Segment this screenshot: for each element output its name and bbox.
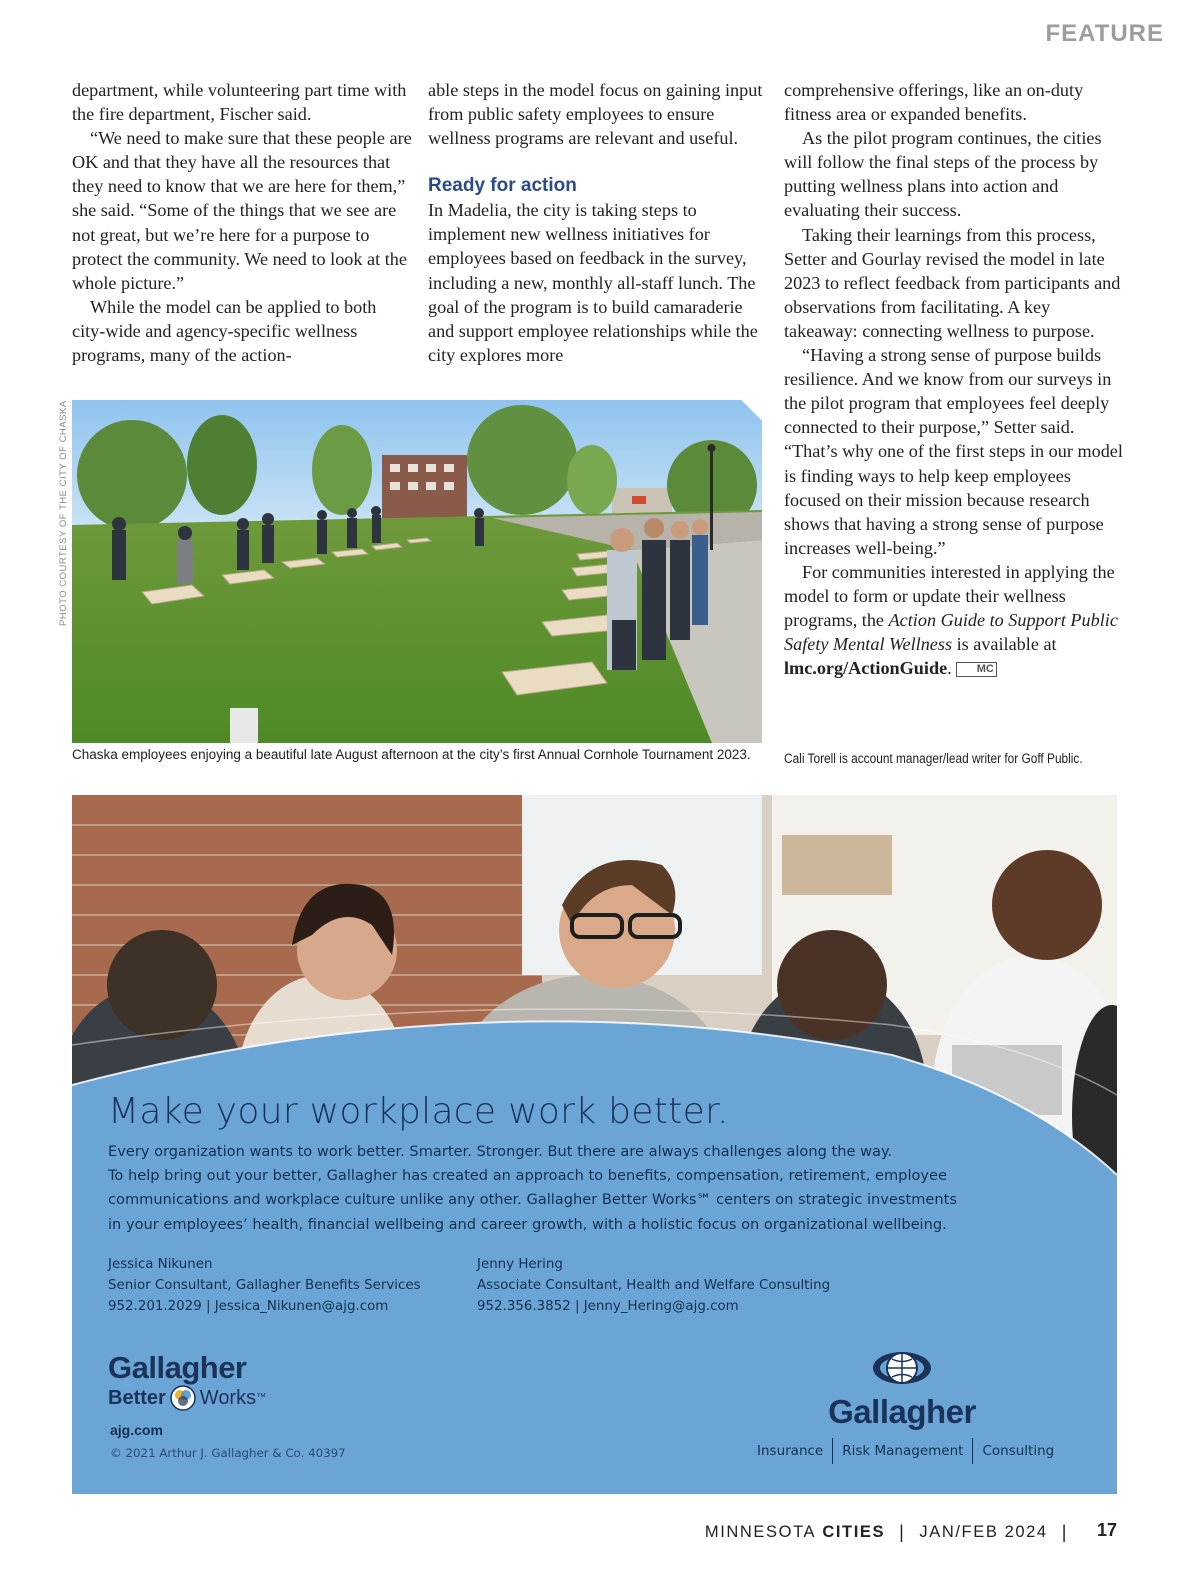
contact-title: Senior Consultant, Gallagher Benefits Services [108,1278,421,1293]
brand-name: Gallagher [108,1350,247,1385]
paragraph: Taking their learnings from this process, Setter and Gourlay revised the model in late 2023 to reflect feedback from participants and observations from facilitating. A key takeaway: connecting wellness to purpose. [784,224,1121,341]
photo-illustration [72,400,762,743]
trademark: ™ [256,1392,267,1403]
brand-tagline [108,1385,266,1411]
gallagher-wordmark: Gallagher [828,1393,976,1430]
service-consulting: Consulting [972,1438,1063,1464]
ad-url[interactable]: ajg.com [110,1422,163,1438]
service-risk-management: Risk Management [832,1438,972,1464]
paragraph: As the pilot program continues, the cities will follow the final steps of the process by putting wellness plans into action and evaluating their success. [784,128,1102,221]
cornhole-photo [72,400,762,743]
paragraph: comprehensive offerings, like an on-duty fitness area or expanded benefits. [784,80,1084,125]
ad-body-line: communications and workplace culture unlike any other. Gallagher Better Works℠ centers on strategic investments [108,1191,957,1209]
article-column-3 [784,78,1124,680]
ad-body-line: Every organization wants to work better. Smarter. Stronger. But there are always challenges along the way. [108,1143,893,1160]
ad-copyright: © 2021 Arthur J. Gallagher & Co. 40397 [110,1446,346,1460]
ad-body-line: To help bring out your better, Gallagher has created an approach to benefits, compensation, retirement, employee [108,1167,948,1185]
footer-divider: | [899,1522,906,1542]
article-column-1 [72,78,412,367]
contact-title: Associate Consultant, Health and Welfare Consulting [477,1278,831,1293]
contact-name: Jenny Hering [477,1257,563,1272]
gallagher-logo [817,1350,987,1431]
issue-date: JAN/FEB 2024 [919,1523,1048,1541]
end-mark-icon: MC [956,662,997,677]
guide-link[interactable]: lmc.org/ActionGuide [784,658,948,679]
magazine-name-b: CITIES [822,1523,886,1541]
contact-details[interactable]: 952.356.3852 | Jenny_Hering@ajg.com [477,1299,739,1314]
service-insurance: Insurance [757,1443,824,1459]
contact-name: Jessica Nikunen [108,1257,213,1272]
subheading: Ready for action [428,175,577,197]
photo-caption: Chaska employees enjoying a beautiful late August afternoon at the city’s first Annual Cornhole Tournament 2023. [72,747,751,762]
paragraph: “We need to make sure that these people are OK and that they have all the resources that they need to know that we are here for them,” she said. “Some of the things that we see are not great, but we’re here for a purpose to protect the community. We need to look at the whole picture.” [72,128,412,293]
paragraph: department, while volunteering part time with the fire department, Fischer said. [72,80,407,125]
section-label: FEATURE [1045,20,1164,47]
author-byline: Cali Torell is account manager/lead writer for Goff Public. [784,751,1083,766]
paragraph: In Madelia, the city is taking steps to implement new wellness initiatives for employees based on feedback in the survey, including a new, monthly all-staff lunch. The goal of the program is to build camaraderie and support employee relationships while the city explores more [428,200,758,365]
text: For communities interested in applying the model to form or update their wellness programs, the [784,561,1115,631]
contact-card [108,1254,421,1317]
contact-details[interactable]: 952.201.2029 | Jessica_Nikunen@ajg.com [108,1299,389,1314]
gallagher-globe-icon [871,1350,933,1386]
gallagher-advertisement [72,795,1117,1494]
ad-body [108,1140,988,1237]
gallagher-better-works-logo [108,1351,266,1411]
page-number: 17 [1096,1520,1117,1540]
paragraph: “Having a strong sense of purpose builds resilience. And we know from our surveys in the pilot program that employees feel deeply connected to their purpose,” Setter said. “That’s why one of the first steps in our model is finding ways to help keep employees focused on their mission because research shows that having a strong sense of purpose increases well-being.” [784,345,1123,558]
ad-headline: Make your workplace work better. [108,1091,729,1132]
photo-credit: PHOTO COURTESY OF THE CITY OF CHASKA [58,400,69,626]
paragraph: While the model can be applied to both city-wide and agency-specific wellness programs, many of the action- [72,296,377,366]
ad-body-line: in your employees’ health, financial wellbeing and career growth, with a holistic focus on organizational wellbeing. [108,1215,947,1233]
gallagher-services [748,1438,1063,1464]
text: is available at [952,634,1057,655]
brand-works: Works [199,1387,257,1409]
paragraph: able steps in the model focus on gaining input from public safety employees to ensure wellness programs are relevant and useful. [428,80,763,149]
magazine-name-a: MINNESOTA [704,1523,817,1541]
brand-better: Better [108,1387,166,1409]
article-column-2 [428,78,768,367]
paragraph [784,560,1124,680]
page-footer [705,1522,1082,1543]
contact-card [477,1254,830,1317]
guide-title: Action Guide to Support Public Safety Mental Wellness [784,610,1118,655]
text: . [947,658,952,679]
better-works-emblem-icon [170,1385,196,1411]
footer-divider: | [1061,1522,1068,1542]
